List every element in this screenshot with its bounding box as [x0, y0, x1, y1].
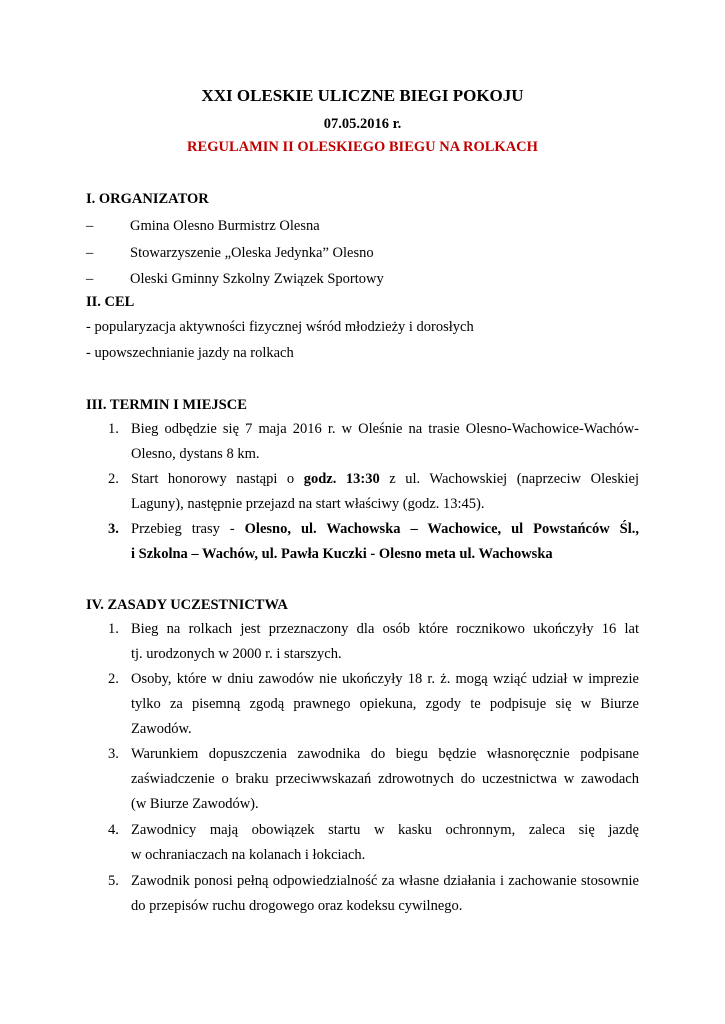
- text-line: Zawodów.: [131, 721, 192, 737]
- zasady-item: [131, 742, 639, 817]
- text-line: i Szkolna – Wachów, ul. Pawła Kuczki - Olesno meta ul. Wachowska: [131, 546, 553, 562]
- text-line: tj. urodzonych w 2000 r. i starszych.: [131, 646, 342, 662]
- organizator-item: Stowarzyszenie „Oleska Jedynka” Olesno: [130, 245, 374, 261]
- text-run: Start honorowy nastąpi o: [131, 471, 304, 487]
- document-title: XXI OLESKIE ULICZNE BIEGI POKOJU: [201, 86, 524, 105]
- zasady-item: [131, 869, 639, 919]
- section-heading-cel: II. CEL: [86, 294, 135, 310]
- termin-item: [131, 417, 639, 467]
- text-line: Olesno, dystans 8 km.: [131, 446, 260, 462]
- item-number: 2.: [108, 671, 119, 687]
- organizator-item: Oleski Gminny Szkolny Związek Sportowy: [130, 271, 384, 287]
- text-run: Przebieg trasy -: [131, 521, 245, 537]
- document-subtitle: REGULAMIN II OLESKIEGO BIEGU NA ROLKACH: [187, 139, 538, 155]
- item-number: 5.: [108, 873, 119, 889]
- text-line: tylko za pisemną zgodą prawnego opiekuna, zgody te podpisuje się w Biurze: [131, 696, 639, 712]
- item-number: 1.: [108, 621, 119, 637]
- text-line: [131, 467, 639, 492]
- text-line: Zawodnik ponosi pełną odpowiedzialność za własne działania i zachowanie stosownie: [131, 873, 639, 889]
- start-time: godz. 13:30: [303, 471, 380, 487]
- text-line: Warunkiem dopuszczenia zawodnika do biegu będzie własnoręcznie podpisane: [131, 746, 639, 762]
- dash-bullet: –: [86, 245, 94, 261]
- zasady-item: [131, 818, 639, 868]
- item-number: 2.: [108, 471, 119, 487]
- text-line: w ochraniaczach na kolanach i łokciach.: [131, 847, 366, 863]
- dash-bullet: –: [86, 271, 94, 287]
- text-line: Bieg na rolkach jest przeznaczony dla osób które rocznikowo ukończyły 16 lat: [131, 621, 639, 637]
- text-run: z ul. Wachowskiej (naprzeciw Oleskiej: [379, 471, 639, 487]
- text-line: Zawodnicy mają obowiązek startu w kasku ochronnym, zaleca się jazdę: [131, 822, 639, 838]
- item-number: 1.: [108, 421, 119, 437]
- item-number: 3.: [108, 746, 119, 762]
- text-line: zaświadczenie o braku przeciwwskazań zdrowotnych do uczestnictwa w zawodach: [131, 771, 639, 787]
- cel-item: - popularyzacja aktywności fizycznej wśród młodzieży i dorosłych: [86, 319, 474, 335]
- cel-item: - upowszechnianie jazdy na rolkach: [86, 345, 294, 361]
- termin-item: [131, 467, 639, 517]
- event-date: 07.05.2016 r.: [323, 116, 402, 132]
- text-line: Bieg odbędzie się 7 maja 2016 r. w Oleśnie na trasie Olesno-Wachowice-Wachów-: [131, 421, 639, 437]
- text-line: do przepisów ruchu drogowego oraz kodeksu cywilnego.: [131, 898, 463, 914]
- text-line: Laguny), następnie przejazd na start właściwy (godz. 13:45).: [131, 496, 485, 512]
- organizator-item: Gmina Olesno Burmistrz Olesna: [130, 218, 320, 234]
- route-text: Olesno, ul. Wachowska – Wachowice, ul Powstańców Śl.,: [244, 521, 639, 537]
- text-line: [131, 517, 639, 542]
- item-number: 3.: [108, 521, 119, 537]
- text-line: (w Biurze Zawodów).: [131, 796, 259, 812]
- termin-item: [131, 517, 639, 567]
- zasady-item: [131, 667, 639, 742]
- zasady-item: [131, 617, 639, 667]
- section-heading-zasady: IV. ZASADY UCZESTNICTWA: [86, 597, 288, 613]
- item-number: 4.: [108, 822, 119, 838]
- text-line: Osoby, które w dniu zawodów nie ukończyły 18 r. ż. mogą wziąć udział w imprezie: [131, 671, 639, 687]
- section-heading-termin: III. TERMIN I MIEJSCE: [86, 397, 247, 413]
- dash-bullet: –: [86, 218, 94, 234]
- section-heading-organizator: I. ORGANIZATOR: [86, 191, 209, 207]
